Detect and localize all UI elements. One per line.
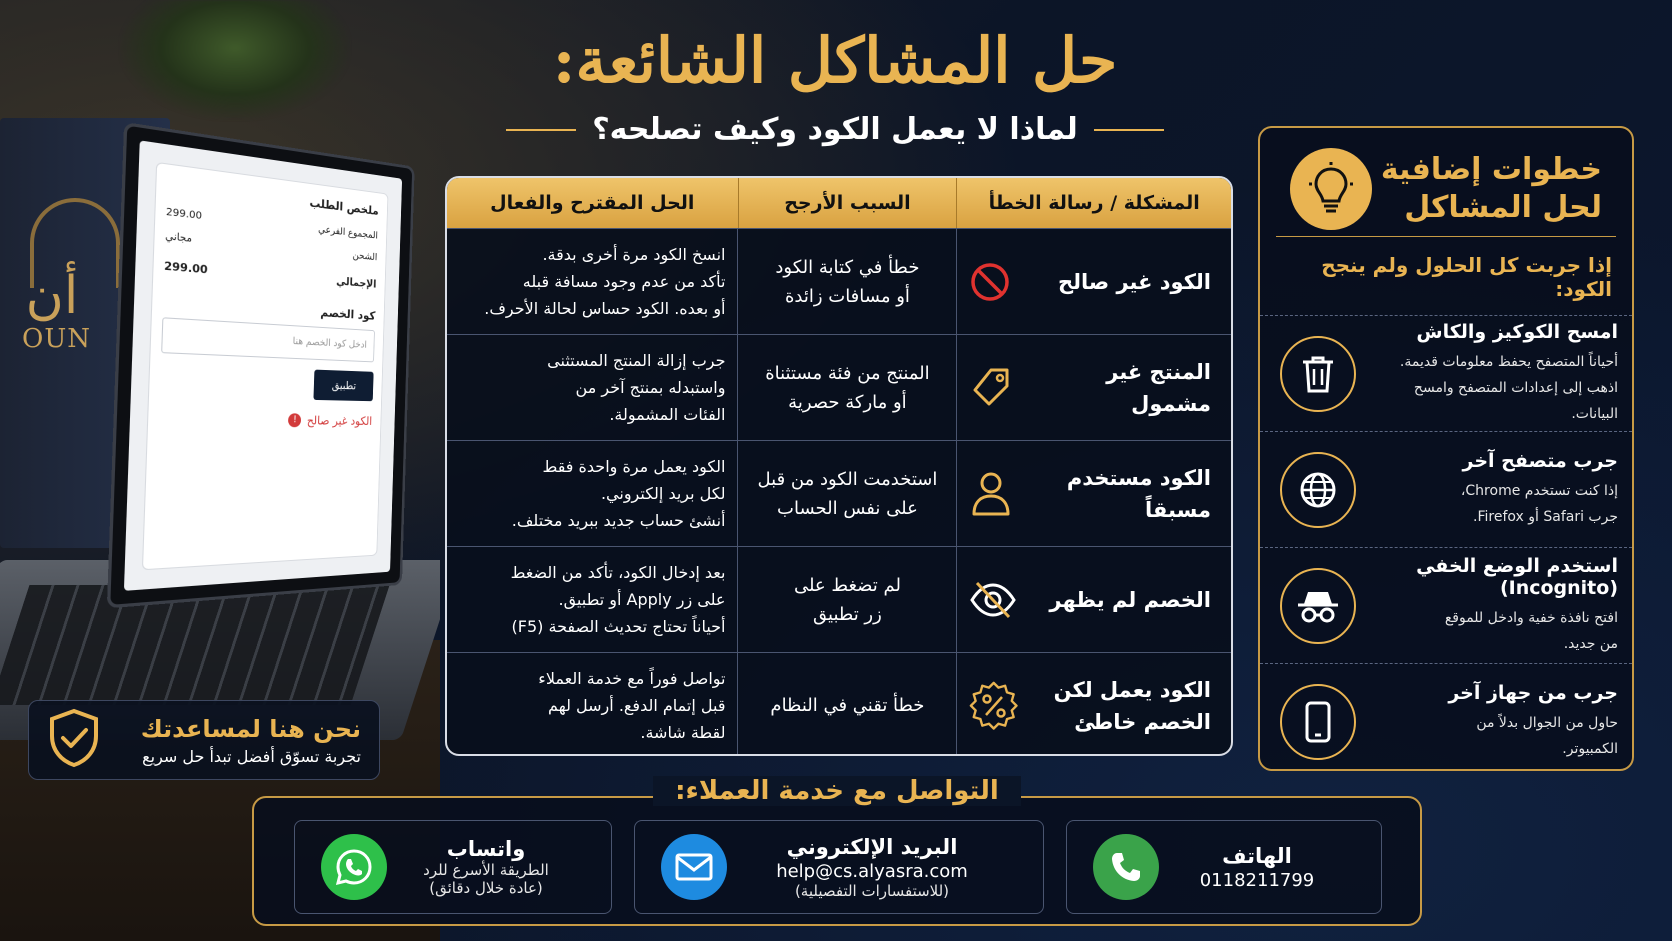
reason-cell: استخدمت الكود من قبل على نفس الحساب [737,441,956,546]
solution-cell: تواصل فوراً مع خدمة العملاء قبل إتمام الدفع. أرسل لهم لقطة شاشة. [538,669,726,742]
mail-icon [661,834,727,900]
header-solution: الحل المقترح والفعال [490,192,695,214]
table-row [447,440,1231,546]
reason-cell: المنتج من فئة مستثناة أو ماركة حصرية [737,335,956,440]
trash-icon [1280,336,1356,412]
checkout-page [124,140,402,591]
shield-check-icon [47,708,101,772]
step-item: جرب متصفح آخر إذا كنت تستخدم Chrome، جرب Safari أو Firefox. [1260,432,1632,548]
table-row [447,652,1231,756]
coupon-error: الكود غير صالح ! [159,411,373,427]
header-problem: المشكلة / رسالة الخطأ [956,178,1231,228]
solution-cell: بعد إدخال الكود، تأكد من الضغط على زر Apply أو تطبيق. أحياناً تحتاج تحديث الصفحة (F5) [510,563,726,636]
step-item: جرب من جهاز آخر حاول من الجوال بدلاً من الكمبيوتر. [1260,664,1632,780]
prohibited-icon [969,261,1011,303]
order-summary-card [142,162,388,570]
phone-icon [1280,684,1356,760]
table-row [447,334,1231,440]
user-icon [969,470,1013,518]
problem-cell: المنتج غير مشمول [956,335,1231,440]
header-reason: السبب الأرجح [738,178,957,228]
reason-cell: لم تضغط على زر تطبيق [737,547,956,652]
solution-cell: جرب إزالة المنتج المستثنى واستبدله بمنتج آخر من الفئات المشمولة. [547,351,726,424]
help-text: تجربة تسوّق أفضل تبدأ حل سريع [142,746,361,766]
laptop-keyboard [0,585,389,705]
solution-cell: الكود يعمل مرة واحدة فقط لكل بريد إلكتروني. أنشئ حساب جديد ببريد مختلف. [511,457,726,530]
apply-button[interactable]: تطبيق [314,370,374,402]
contact-title: التواصل مع خدمة العملاء: [653,776,1021,806]
page-title: حل المشاكل الشائعة: [552,24,1118,97]
problem-cell: الكود مستخدم مسبقاً [956,441,1231,546]
table-header [447,178,1231,228]
step-item: امسح الكوكيز والكاش أحياناً المتصفح يحفظ معلومات قديمة. اذهب إلى إعدادات المتصفح وامسح البيانات. [1260,316,1632,432]
eye-off-icon [969,580,1017,620]
bag-logo: أن OUN [22,266,91,354]
solution-cell: انسخ الكود مرة أخرى بدقة. تأكد من عدم وجود مسافة قبله أو بعده. الكود حساس لحالة الأحرف. [484,245,726,318]
contact-card-whatsapp[interactable]: واتساب الطريقة الأسرع للرد (عادة خلال دقائق) [294,820,612,914]
reason-cell: خطأ في كتابة الكود أو مسافات زائدة [737,229,956,334]
table-row [447,546,1231,652]
extra-steps-panel [1258,126,1634,771]
shipping-row: الشحن مجاني [164,230,378,264]
subtitle-line-left [506,129,576,131]
incognito-icon [1280,568,1356,644]
contact-cards [292,820,1382,914]
lightbulb-icon [1290,148,1372,230]
contact-card-email[interactable]: البريد الإلكتروني help@cs.alyasra.com (للاستفسارات التفصيلية) [634,820,1044,914]
help-title: نحن هنا لمساعدتك [140,714,361,743]
problem-cell: الكود غير صالح [956,229,1231,334]
step-item: استخدم الوضع الخفي (Incognito) افتح نافذة خفية وادخل للموقع من جديد. [1260,548,1632,664]
coupon-label: كود الخصم [320,305,376,323]
order-summary-title: ملخص الطلب [309,195,379,218]
contact-section [252,776,1422,926]
contact-title-bar [254,776,1420,806]
contact-card-phone[interactable]: الهاتف 0118211799 [1066,820,1382,914]
coupon-input[interactable]: ادخل كود الخصم هنا [161,317,375,362]
problem-cell: الكود يعمل لكن الخصم خاطئ [956,653,1231,756]
page-subtitle: لماذا لا يعمل الكود وكيف تصلحه؟ [592,112,1078,147]
subtitle-line-right [1094,129,1164,131]
troubleshooting-table [445,176,1233,756]
globe-icon [1280,452,1356,528]
help-badge [28,700,380,780]
whatsapp-icon [321,834,387,900]
percent-badge-icon [969,681,1019,731]
error-icon: ! [288,413,301,427]
tag-icon [969,366,1013,410]
reason-cell: خطأ تقني في النظام [737,653,956,756]
problem-cell: الخصم لم يظهر [956,547,1231,652]
subtitle-bar [495,112,1175,147]
panel-title: خطوات إضافية لحل المشاكل [1380,152,1602,225]
panel-intro: إذا جربت كل الحلول ولم ينجح الكود: [1260,237,1632,316]
total-row: الإجمالي 299.00 [163,259,377,291]
phone-call-icon [1093,834,1159,900]
plant-decoration [120,0,350,120]
table-row [447,228,1231,334]
panel-header [1260,128,1632,236]
laptop-screen [107,122,415,609]
subtotal-row: المجموع الفرعي 299.00 [165,206,379,242]
